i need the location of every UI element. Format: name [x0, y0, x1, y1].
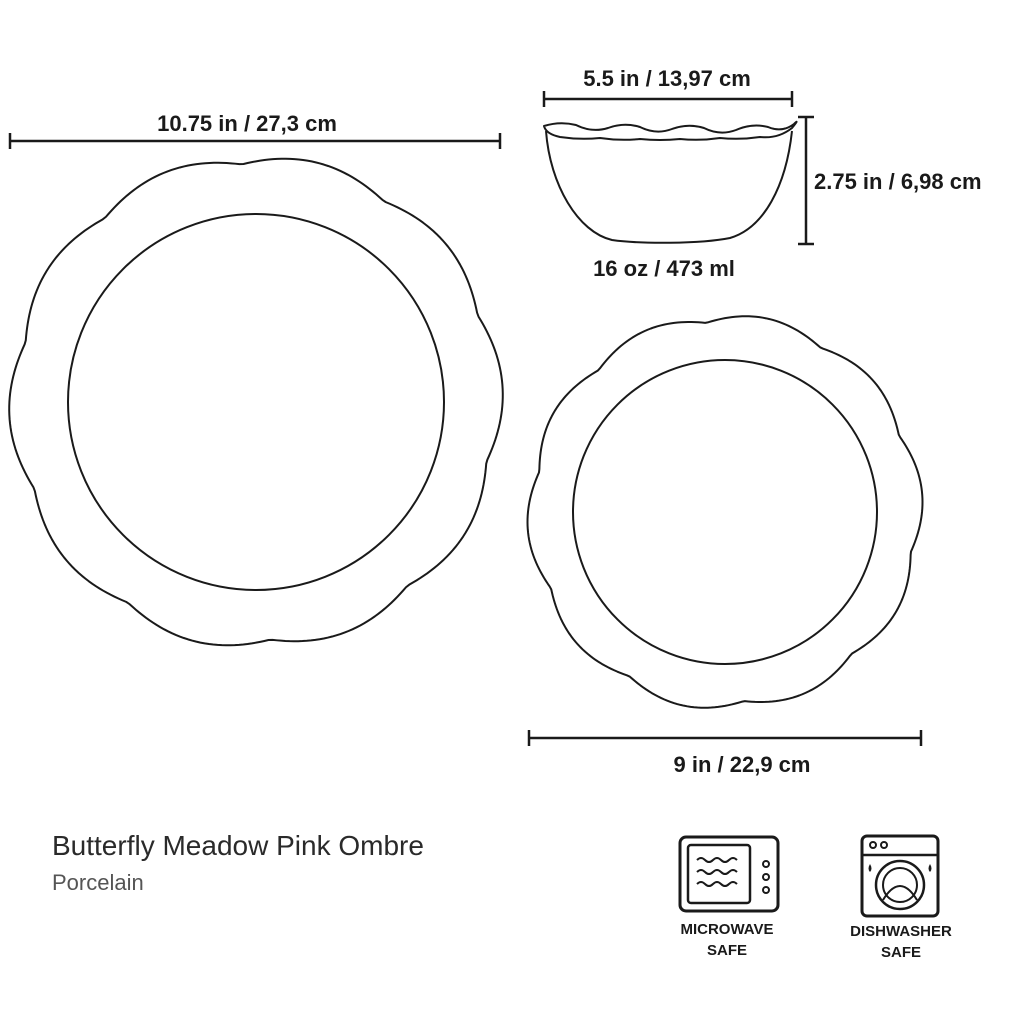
product-name: Butterfly Meadow Pink Ombre: [52, 830, 424, 861]
dishwasher-icon: [862, 836, 938, 916]
dishwasher-safe-badge: [850, 836, 952, 961]
dishwasher-safe-line1: DISHWASHER: [850, 923, 952, 940]
dinner-plate-well: [68, 214, 444, 590]
salad-plate-well: [573, 360, 877, 664]
salad-plate-rim: [528, 316, 923, 708]
bowl-height-dimension: [798, 117, 982, 244]
microwave-icon: [680, 837, 778, 911]
bowl: [544, 122, 797, 243]
microwave-safe-line1: MICROWAVE: [680, 921, 774, 938]
dinner-plate-rim: [9, 159, 503, 646]
microwave-safe-badge: [680, 837, 778, 959]
bowl-capacity-label: 16 oz / 473 ml: [593, 256, 735, 281]
bowl-width-dimension: [544, 66, 792, 107]
salad-plate: [528, 316, 923, 708]
microwave-safe-line2: SAFE: [706, 942, 748, 959]
bowl-width-label: 5.5 in / 13,97 cm: [583, 66, 751, 91]
product-material: Porcelain: [52, 870, 144, 895]
dinner-plate-width-label: 10.75 in / 27,3 cm: [157, 111, 337, 136]
dinner-plate: [9, 159, 503, 646]
bowl-rim: [544, 122, 797, 140]
dishwasher-safe-line2: SAFE: [880, 944, 922, 961]
bowl-height-label: 2.75 in / 6,98 cm: [814, 169, 982, 194]
dinner-plate-dimension: [10, 111, 500, 149]
salad-plate-dimension: [529, 730, 921, 777]
salad-plate-width-label: 9 in / 22,9 cm: [673, 752, 811, 777]
bowl-body: [546, 131, 792, 243]
